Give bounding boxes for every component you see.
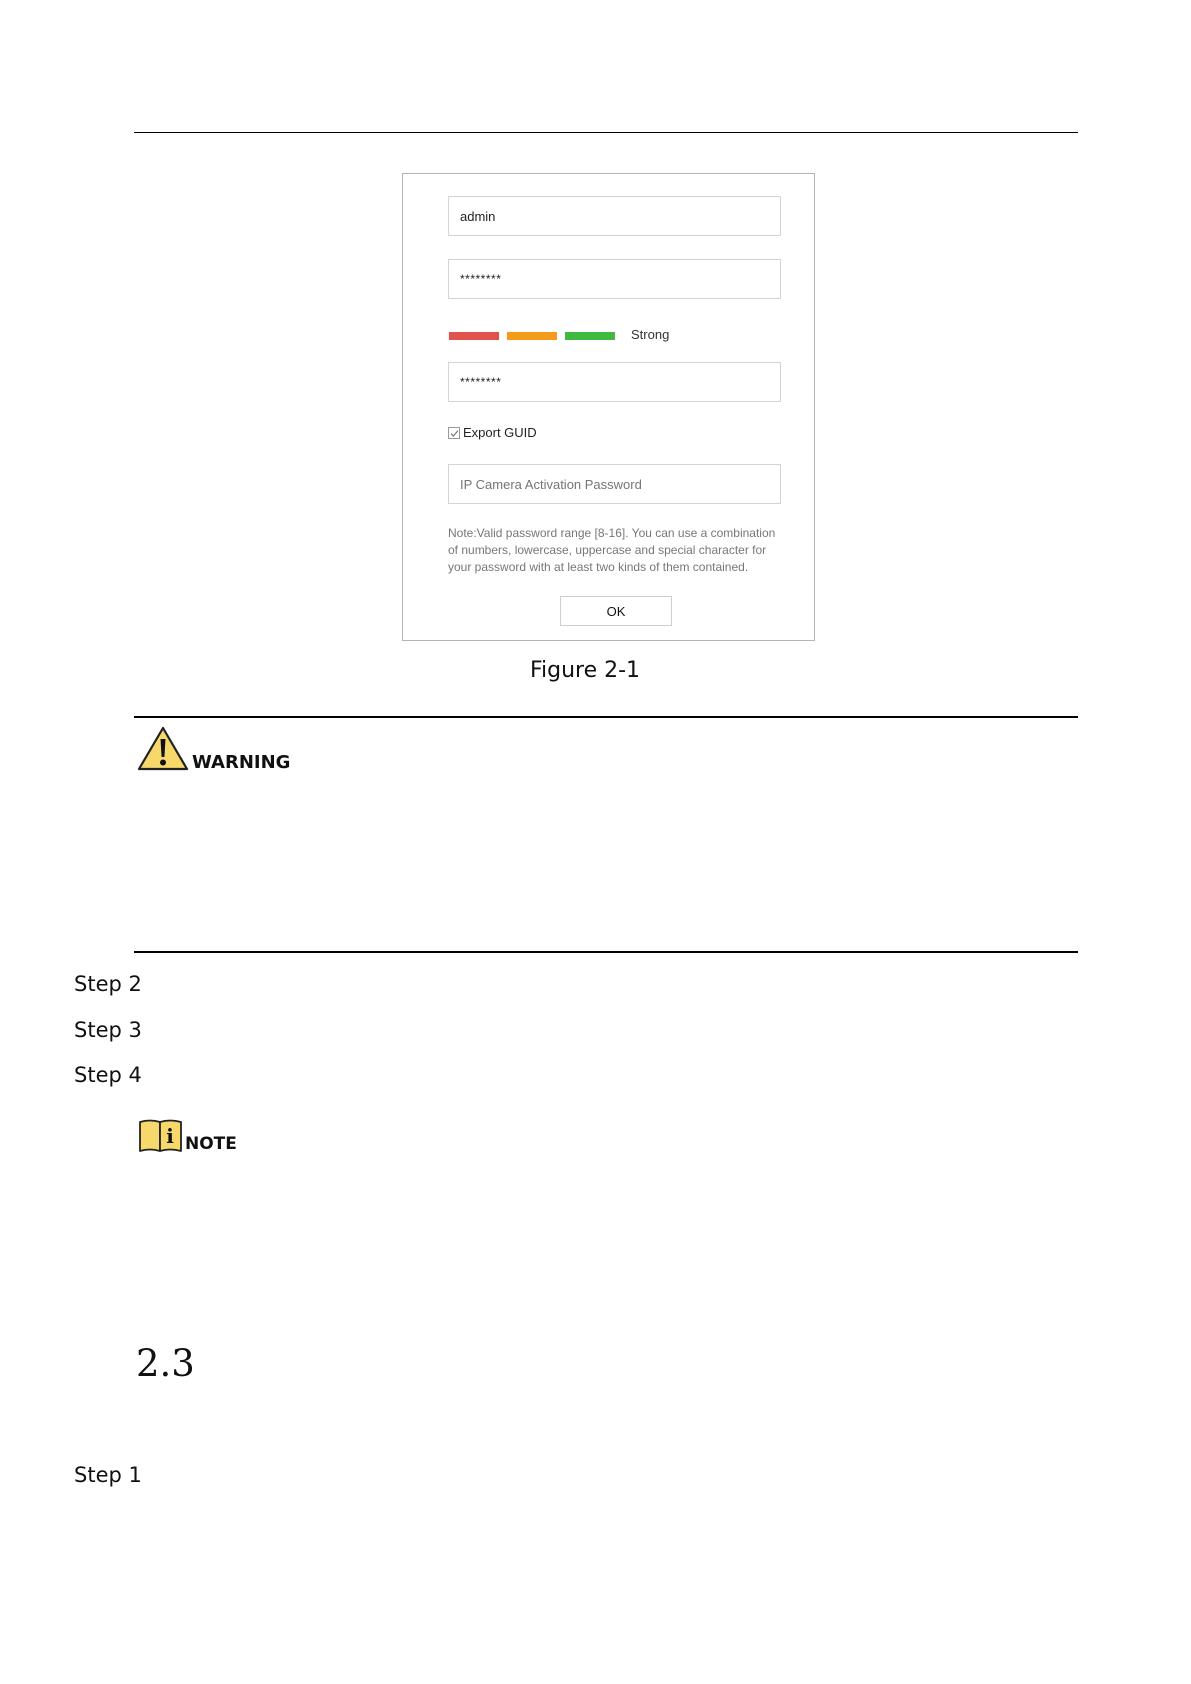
warning-bottom-divider — [134, 951, 1078, 953]
export-guid-checkbox[interactable] — [448, 427, 460, 439]
warning-callout — [137, 726, 290, 772]
activation-dialog-figure — [402, 173, 815, 641]
note-callout — [138, 1118, 237, 1154]
ok-button[interactable]: OK — [560, 596, 672, 626]
ip-camera-activation-password-input[interactable] — [448, 464, 781, 504]
password-strength-meter — [448, 326, 781, 346]
confirm-password-input[interactable] — [448, 362, 781, 402]
checkmark-icon — [450, 429, 459, 438]
step-4: Step 4 — [74, 1063, 142, 1087]
password-input[interactable] — [448, 259, 781, 299]
top-divider — [134, 132, 1078, 133]
strength-bar-weak — [449, 332, 499, 340]
warning-triangle-icon — [137, 726, 189, 772]
info-book-icon — [138, 1118, 184, 1154]
warning-top-divider — [134, 716, 1078, 718]
strength-label: Strong — [631, 327, 670, 342]
strength-bar-strong — [565, 332, 615, 340]
note-label: NOTE — [185, 1134, 237, 1154]
warning-label: WARNING — [192, 752, 291, 773]
svg-text:i: i — [166, 1124, 174, 1148]
step-3: Step 3 — [74, 1018, 142, 1042]
strength-bar-medium — [507, 332, 557, 340]
figure-caption: Figure 2-1 — [529, 658, 641, 683]
step-2: Step 2 — [74, 972, 142, 996]
step-1: Step 1 — [74, 1463, 142, 1487]
section-number: 2.3 — [136, 1342, 195, 1385]
password-rule-note: Note:Valid password range [8-16]. You can use a combination of numbers, lowercase, uppercase and special character for your password with at least two kinds of them contained. — [448, 526, 776, 574]
export-guid-label: Export GUID — [463, 425, 537, 440]
username-input[interactable] — [448, 196, 781, 236]
